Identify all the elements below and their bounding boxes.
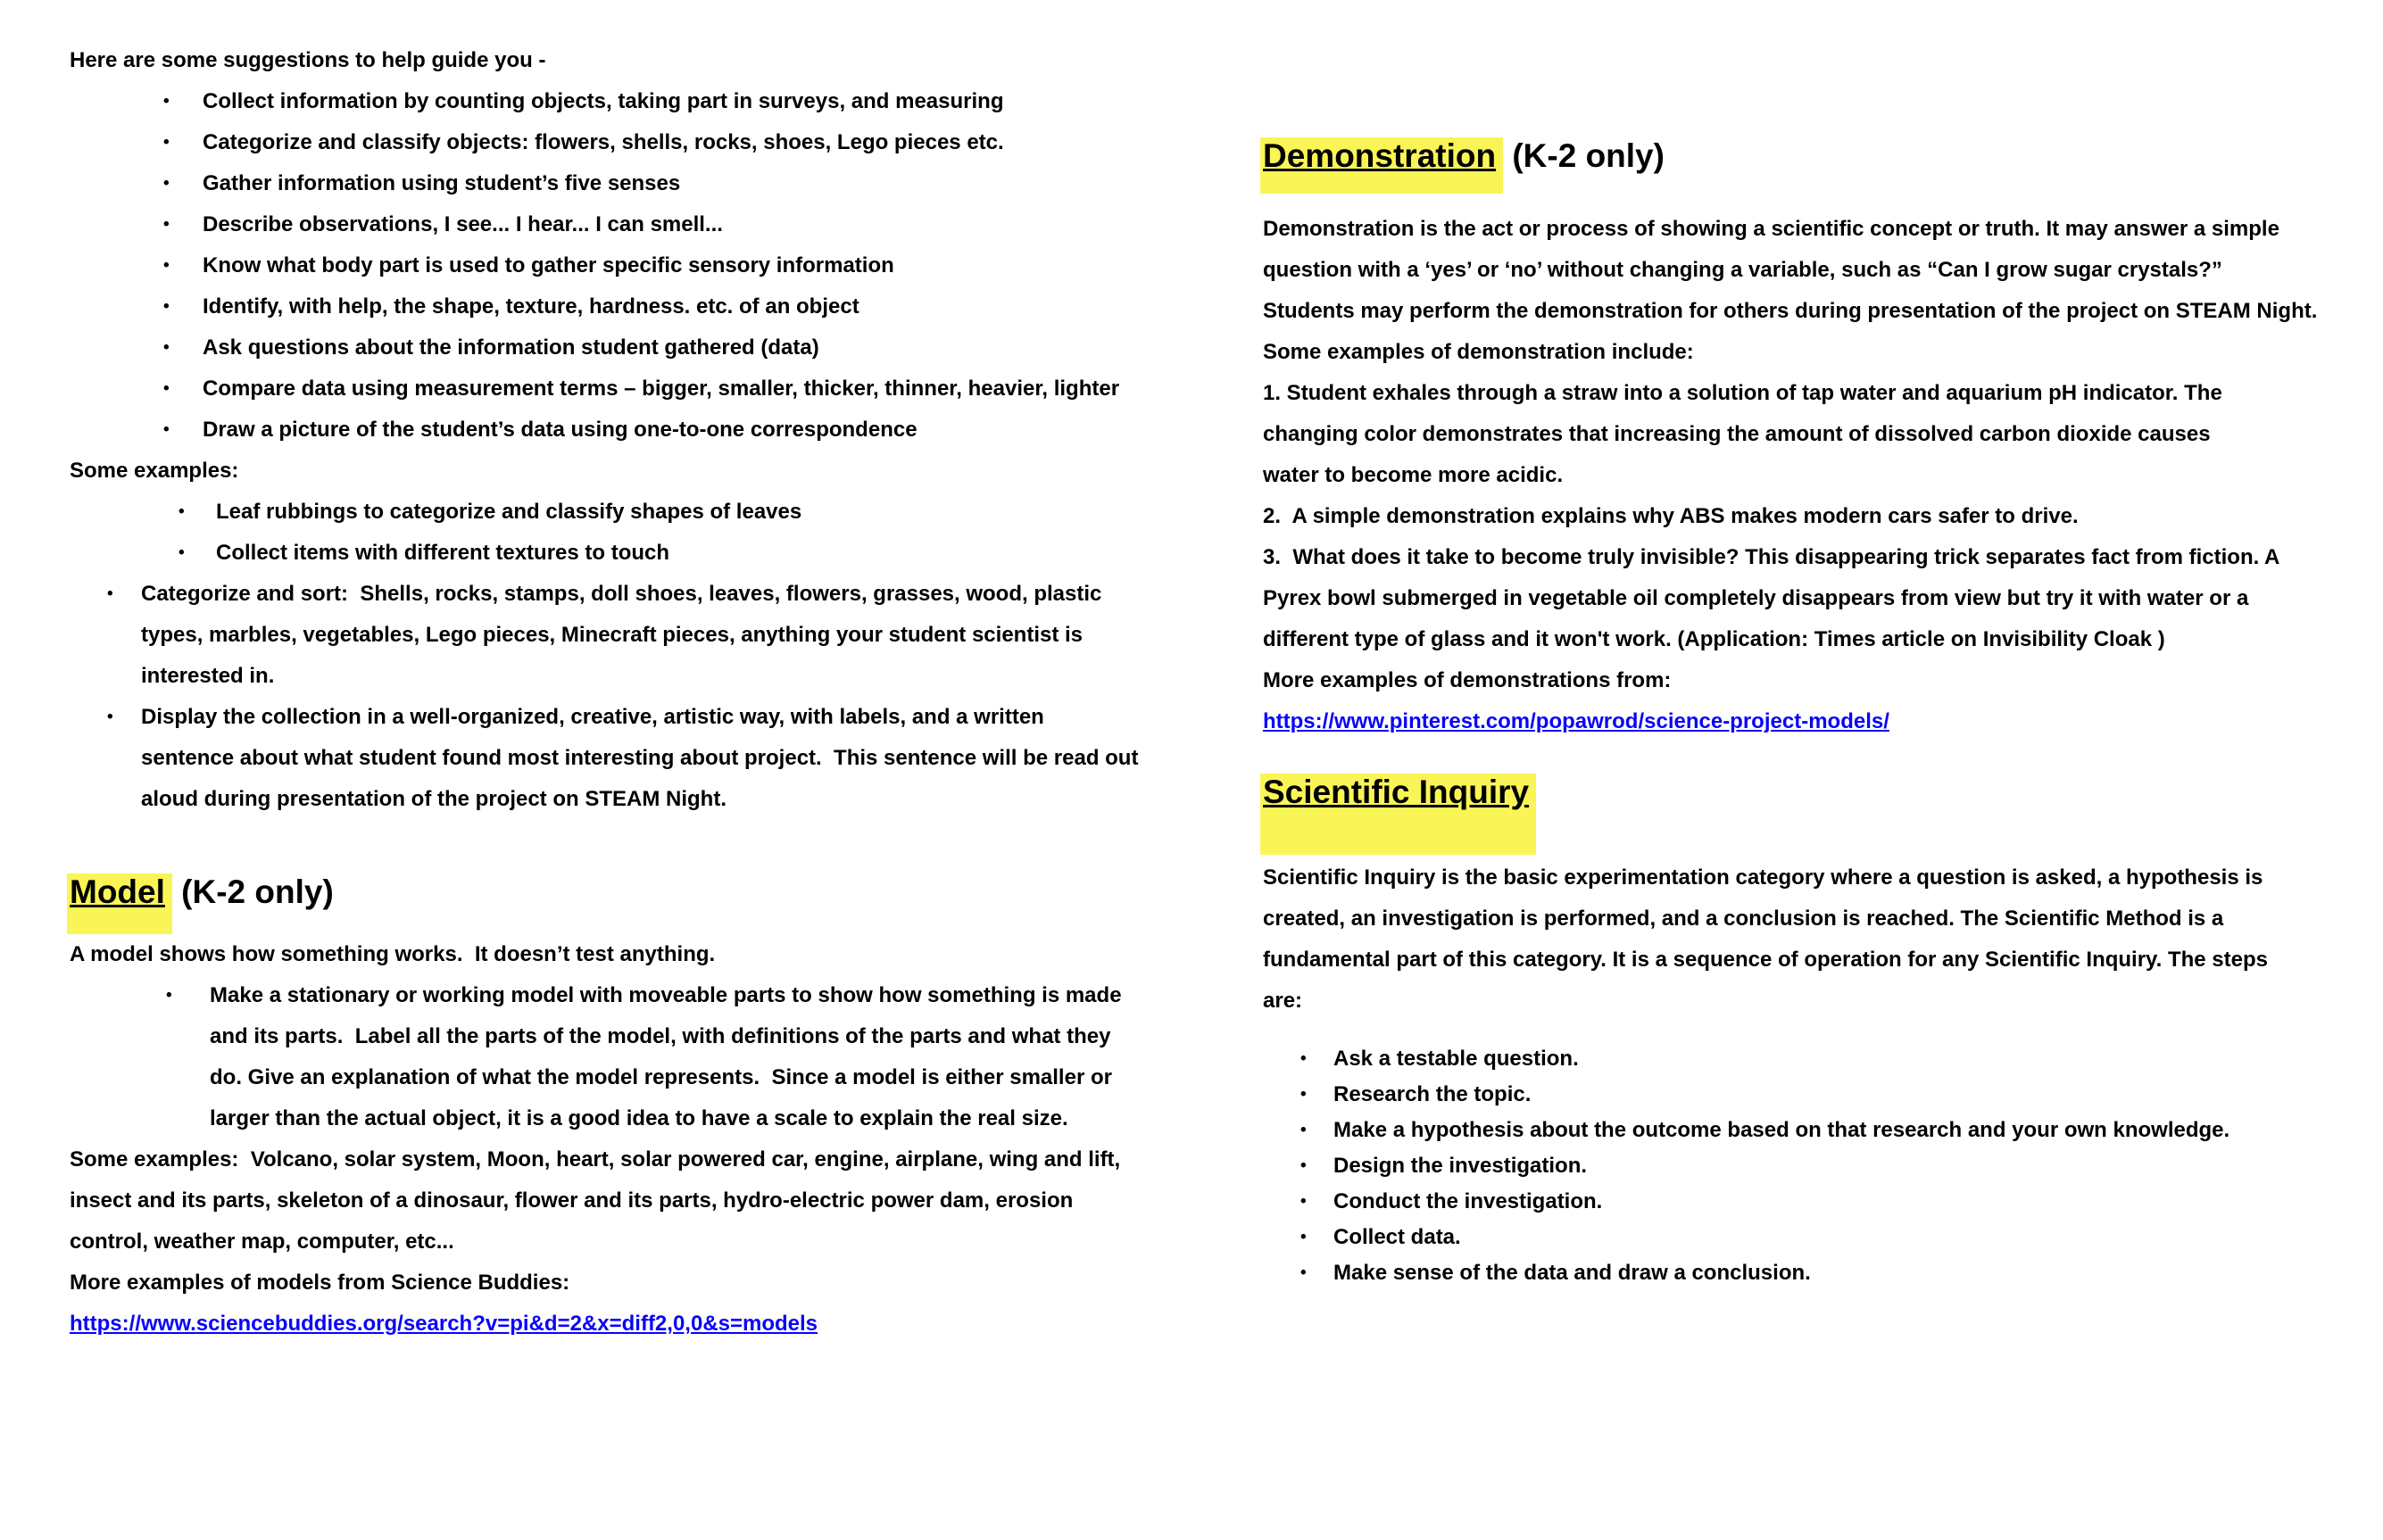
examples-list <box>70 492 1176 574</box>
list-item: • Collect information by counting objects, taking part in surveys, and measuring <box>163 81 1149 122</box>
demonstration-examples-label: Some examples of demonstration include: <box>1263 340 1694 364</box>
list-item: • Categorize and sort: Shells, rocks, stamps, doll shoes, leaves, flowers, grasses, wood, plastic types, marbles, vegetables, Lego pieces, Minecraft pieces, anything your student scientist is interested in. <box>107 574 1141 697</box>
sciencebuddies-link[interactable]: https://www.sciencebuddies.org/search?v=pi&d=2&x=diff2,0,0&s=models <box>70 1312 818 1336</box>
collection-list <box>70 574 1176 820</box>
list-item: • Know what body part is used to gather specific sensory information <box>163 245 1149 286</box>
list-item: • Make a stationary or working model with moveable parts to show how something is made and its parts. Label all the parts of the model, with definitions of the parts and what they do. Give an explanation of what the model represents. Since a model is either smaller or larger than the actual object, it is a good idea to have a scale to explain the real size. <box>166 975 1138 1139</box>
list-item: • Conduct the investigation. <box>1300 1184 2235 1220</box>
demonstration-heading-rest: (K-2 only) <box>1503 137 1665 174</box>
pinterest-link[interactable]: https://www.pinterest.com/popawrod/science-project-models/ <box>1263 709 1889 733</box>
suggestions-list <box>70 81 1176 451</box>
list-item: • Ask a testable question. <box>1300 1041 2235 1077</box>
model-examples: Some examples: Volcano, solar system, Moon, heart, solar powered car, engine, airplane, wing and lift, insect and its parts, skeleton of a dinosaur, flower and its parts, hydro-electric power dam, erosion control, weather map, computer, etc... <box>70 1147 1126 1254</box>
list-item: • Collect items with different textures to touch <box>179 533 1176 574</box>
list-item: • Ask questions about the information student gathered (data) <box>163 327 1149 368</box>
inquiry-heading-text: Scientific Inquiry <box>1263 774 1530 810</box>
left-column <box>70 40 1176 1345</box>
list-item: • Identify, with help, the shape, texture, hardness. etc. of an object <box>163 286 1149 327</box>
inquiry-heading-highlight <box>1260 774 1536 810</box>
list-item: • Make sense of the data and draw a conclusion. <box>1300 1255 2235 1291</box>
inquiry-heading <box>1263 772 2325 813</box>
some-examples-label: Some examples: <box>70 459 239 483</box>
model-link-line <box>70 1304 1176 1345</box>
list-item: • Design the investigation. <box>1300 1148 2235 1184</box>
model-intro: A model shows how something works. It doesn’t test anything. <box>70 942 716 966</box>
model-heading-text: Model <box>70 873 165 910</box>
list-item: • Leaf rubbings to categorize and classify shapes of leaves <box>179 492 1176 533</box>
list-item: • Gather information using student’s five senses <box>163 163 1149 204</box>
intro-line: Here are some suggestions to help guide you - <box>70 48 546 72</box>
model-heading-rest: (K-2 only) <box>171 873 334 910</box>
demonstration-item-3: 3. What does it take to become truly invisible? This disappearing trick separates fact from fiction. A Pyrex bowl submerged in vegetable oil completely disappears from view but try it with water or a different type of glass and it won't work. (Application: Times article on Invisibility Cloak ) <box>1263 545 2286 651</box>
list-item: • Collect data. <box>1300 1220 2235 1255</box>
model-heading <box>70 872 1176 913</box>
inquiry-steps-list <box>1263 1041 2325 1291</box>
demonstration-item-2: 2. A simple demonstration explains why ABS makes modern cars safer to drive. <box>1263 504 2079 528</box>
list-item: • Draw a picture of the student’s data using one-to-one correspondence <box>163 410 1149 451</box>
demonstration-heading-text: Demonstration <box>1263 137 1497 174</box>
right-column <box>1263 136 2325 1291</box>
demonstration-link-line <box>1263 701 2325 742</box>
list-item: • Categorize and classify objects: flowers, shells, rocks, shoes, Lego pieces etc. <box>163 122 1149 163</box>
inquiry-para: Scientific Inquiry is the basic experimentation category where a question is asked, a hypothesis is created, an investigation is performed, and a conclusion is reached. The Scientific Method is a fundamental part of this category. It is a sequence of operation for any Scientific Inquiry. The steps are: <box>1263 865 2274 1013</box>
model-more-label: More examples of models from Science Buddies: <box>70 1271 570 1295</box>
demonstration-para: Demonstration is the act or process of showing a scientific concept or truth. It may answer a simple question with a ‘yes’ or ‘no’ without changing a variable, such as “Can I grow sugar crystals?” Students may perform the demonstration for others during presentation of the project on STEAM Night. <box>1263 217 2318 323</box>
model-list <box>70 975 1176 1139</box>
list-item: • Display the collection in a well-organized, creative, artistic way, with labels, and a written sentence about what student found most interesting about project. This sentence will be read out aloud during presentation of the project on STEAM Night. <box>107 697 1141 820</box>
list-item: • Describe observations, I see... I hear... I can smell... <box>163 204 1149 245</box>
list-item: • Make a hypothesis about the outcome based on that research and your own knowledge. <box>1300 1113 2235 1148</box>
list-item: • Research the topic. <box>1300 1077 2235 1113</box>
demonstration-heading <box>1263 136 2325 177</box>
demonstration-item-1: 1. Student exhales through a straw into a solution of tap water and aquarium pH indicator. The changing color demonstrates that increasing the amount of dissolved carbon dioxide causes water to become more acidic. <box>1263 381 2229 487</box>
model-heading-highlight <box>67 873 172 910</box>
list-item: • Compare data using measurement terms – bigger, smaller, thicker, thinner, heavier, lighter <box>163 368 1149 410</box>
demonstration-more-label: More examples of demonstrations from: <box>1263 668 1672 692</box>
demonstration-heading-highlight <box>1260 137 1503 174</box>
